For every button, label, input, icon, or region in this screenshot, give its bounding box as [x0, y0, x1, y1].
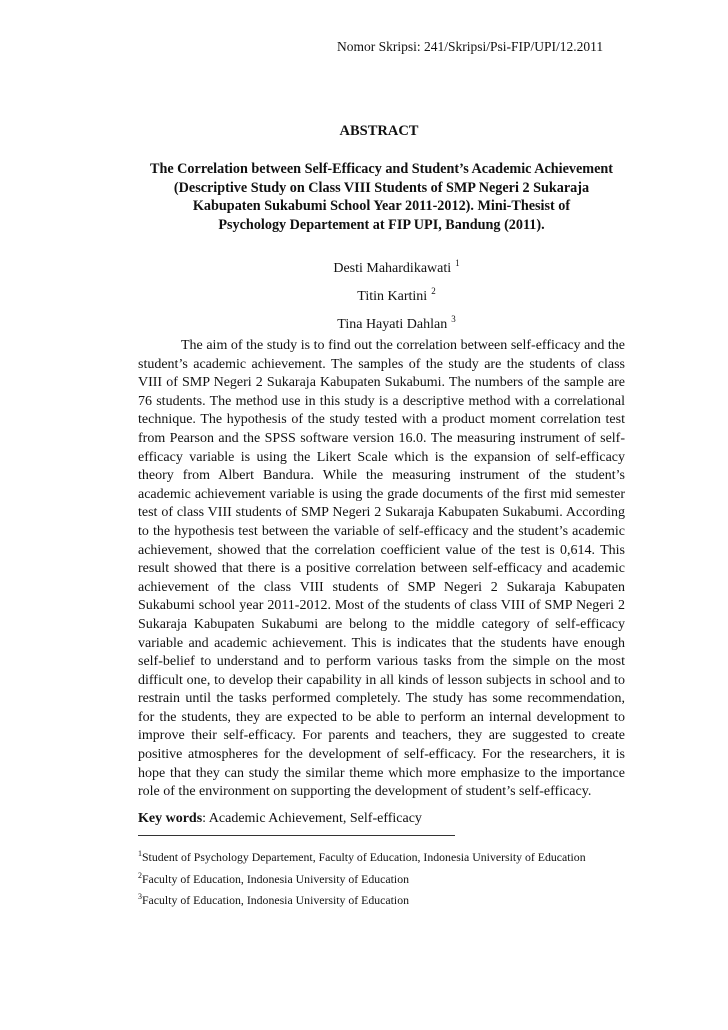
author-footnote-mark: 1 [455, 258, 460, 268]
author-footnote-mark: 2 [431, 286, 436, 296]
author-2 [168, 280, 625, 308]
author-name: Titin Kartini [357, 289, 428, 304]
title-line: (Descriptive Study on Class VIII Students of SMP Negeri 2 Sukaraja [173, 179, 590, 196]
author-1 [168, 252, 625, 280]
abstract-heading: ABSTRACT [339, 123, 419, 139]
footnote-mark: 2 [138, 870, 142, 880]
title-line: The Correlation between Self-Efficacy and Student’s Academic Achievement [149, 161, 613, 177]
title-line: Psychology Departement at FIP UPI, Bandung (2011). [218, 216, 545, 233]
author-footnote-mark: 3 [451, 314, 456, 324]
footnote-3 [138, 888, 625, 910]
footnote-divider [138, 835, 455, 836]
footnote-2 [138, 867, 625, 889]
footnote-mark: 1 [138, 849, 142, 858]
author-name: Tina Hayati Dahlan [337, 317, 448, 332]
footnotes [138, 845, 625, 910]
footnote-text: Faculty of Education, Indonesia University of Education [142, 871, 410, 886]
author-3 [168, 308, 625, 336]
footnote-text: Faculty of Education, Indonesia University of Education [142, 893, 410, 907]
footnote-1 [138, 845, 625, 867]
keywords-line [138, 811, 625, 827]
paper-title [138, 160, 625, 234]
footnote-text: Student of Psychology Departement, Faculty of Education, Indonesia University of Education [142, 850, 586, 864]
author-list [138, 252, 625, 336]
author-name: Desti Mahardikawati [333, 261, 452, 276]
keywords-text: Academic Achievement, Self-efficacy [206, 811, 422, 826]
abstract-body: The aim of the study is to find out the correlation between self-efficacy and the student’s academic achievement. The samples of the study are the students of class VIII of SMP Negeri 2 Sukaraja Kabupaten Sukabumi. The numbers of the sample are 76 students. The method use in this study is a descriptive method with a correlational technique. The hypothesis of the study tested with a product moment correlation test from Pearson and the SPSS software version 16.0. The measuring instrument of self-efficacy variable is using the Likert Scale which is the expansion of self-efficacy theory from Albert Bandura. While the measuring instrument of the student’s academic achievement variable is using the grade documents of the first mid semester test of class VIII students of SMP Negeri 2 Sukaraja Kabupaten Sukabumi. According to the hypothesis test between the variable of self-efficacy and the student’s academic achievement, showed that the correlation coefficient value of the test is 0,614. This result showed that there is a positive correlation between self-efficacy and academic achievement of the class VIII students of SMP Negeri 2 Sukaraja Kabupaten Sukabumi school year 2011-2012. Most of the students of class VIII of SMP Negeri 2 Sukaraja Kabupaten Sukabumi are belong to the middle category of self-efficacy variable and academic achievement. This is indicates that the students have enough self-belief to understand and to perform various tasks from the simple on the most difficult one, to develop their capability in all kinds of lesson subjects in school and to restrain until the tasks performed completely. The study has some recommendation, for the students, they are expected to be able to perform an internal development to improve their self-efficacy. For parents and teachers, they are suggested to create positive atmospheres for the development of self-efficacy. For the researchers, it is hope that they can study the similar theme which more emphasize to the importance role of the environment on supporting the development of student’s self-efficacy. [138, 338, 625, 800]
keywords-label: Key words [138, 811, 203, 826]
footnote-mark: 3 [138, 892, 142, 901]
title-line: Kabupaten Sukabumi School Year 2011-2012). Mini-Thesist of [192, 198, 571, 214]
keywords-separator: : [202, 811, 207, 826]
thesis-number: Nomor Skripsi: 241/Skripsi/Psi-FIP/UPI/12.2011 [337, 39, 604, 54]
